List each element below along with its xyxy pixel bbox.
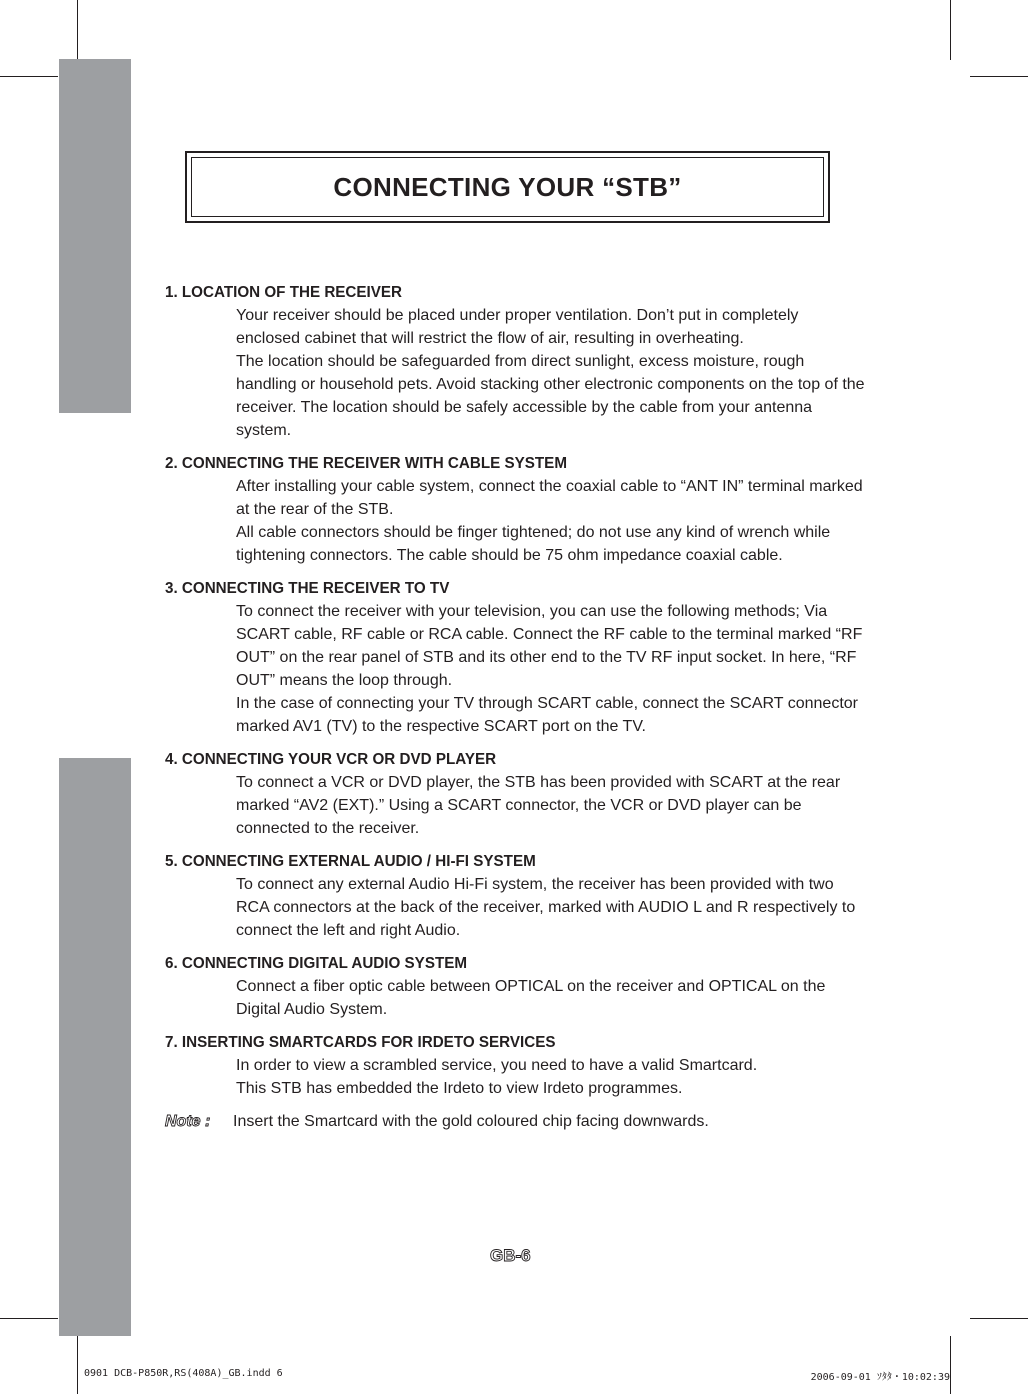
section-cable-system [165,452,865,567]
crop-mark [950,0,951,60]
paragraph: Your receiver should be placed under proper ventilation. Don’t put in completely enclosed cabinet that will restrict the flow of air, resulting in overheating. [236,307,799,347]
paragraph: After installing your cable system, connect the coaxial cable to “ANT IN” terminal marked at the rear of the STB. [236,478,863,518]
crop-mark [0,76,58,77]
crop-mark [0,1318,58,1319]
section-tv [165,577,865,738]
section-digital-audio [165,952,865,1021]
paragraph: In the case of connecting your TV through SCART cable, connect the SCART connector marked AV1 (TV) to the respective SCART port on the TV. [236,695,858,735]
crop-mark [77,1336,78,1394]
paragraph: All cable connectors should be finger tightened; do not use any kind of wrench while tightening connectors. The cable should be 75 ohm impedance coaxial cable. [236,524,831,564]
paragraph: The location should be safeguarded from direct sunlight, excess moisture, rough handling or household pets. Avoid stacking other electronic components on the top of the receiver. The location should be safely accessible by the cable from your antenna system. [236,353,865,439]
page-title: CONNECTING YOUR “STB” [191,157,824,217]
section-heading: 6. CONNECTING DIGITAL AUDIO SYSTEM [165,955,468,972]
content [165,281,865,1133]
section-heading: 1. LOCATION OF THE RECEIVER [165,284,403,301]
section-vcr-dvd [165,748,865,840]
crop-mark [970,1318,1028,1319]
section-heading: 5. CONNECTING EXTERNAL AUDIO / HI-FI SYSTEM [165,853,536,870]
slug-file: 0901 DCB-P850R,RS(408A)_GB.indd 6 [84,1368,283,1379]
section-smartcards [165,1031,865,1100]
note [165,1110,865,1133]
crop-mark [950,1336,951,1394]
paragraph: To connect a VCR or DVD player, the STB has been provided with SCART at the rear marked “AV2 (EXT).” Using a SCART connector, the VCR or DVD player can be connected to the receiver. [236,774,841,837]
section-heading: 3. CONNECTING THE RECEIVER TO TV [165,580,450,597]
slug-timestamp: 2006-09-01 ｿﾀﾀ・10:02:39 [810,1372,950,1383]
crop-mark [970,76,1028,77]
paragraph: This STB has embedded the Irdeto to view Irdeto programmes. [236,1080,683,1097]
title-box [185,151,830,223]
note-label: Note : [165,1113,211,1130]
paragraph: In order to view a scrambled service, you need to have a valid Smartcard. [236,1057,758,1074]
paragraph: To connect any external Audio Hi-Fi system, the receiver has been provided with two RCA connectors at the back of the receiver, marked with AUDIO L and R respectively to connect the left and right Audio. [236,876,856,939]
section-heading: 2. CONNECTING THE RECEIVER WITH CABLE SYSTEM [165,455,567,472]
section-audio-hifi [165,850,865,942]
side-tab-top [59,59,131,413]
section-location [165,281,865,442]
side-tab-bottom [59,758,131,1336]
note-text: Insert the Smartcard with the gold coloured chip facing downwards. [233,1113,709,1130]
section-heading: 7. INSERTING SMARTCARDS FOR IRDETO SERVICES [165,1034,556,1051]
paragraph: Connect a fiber optic cable between OPTICAL on the receiver and OPTICAL on the Digital Audio System. [236,978,826,1018]
paragraph: To connect the receiver with your television, you can use the following methods; Via SCART cable, RF cable or RCA cable. Connect the RF cable to the terminal marked “RF OUT” on the rear panel of STB and its other end to the TV RF input socket. In here, “RF OUT” means the loop through. [236,603,863,689]
section-heading: 4. CONNECTING YOUR VCR OR DVD PLAYER [165,751,497,768]
crop-mark [77,0,78,60]
page-number: GB-6 [490,1246,531,1265]
